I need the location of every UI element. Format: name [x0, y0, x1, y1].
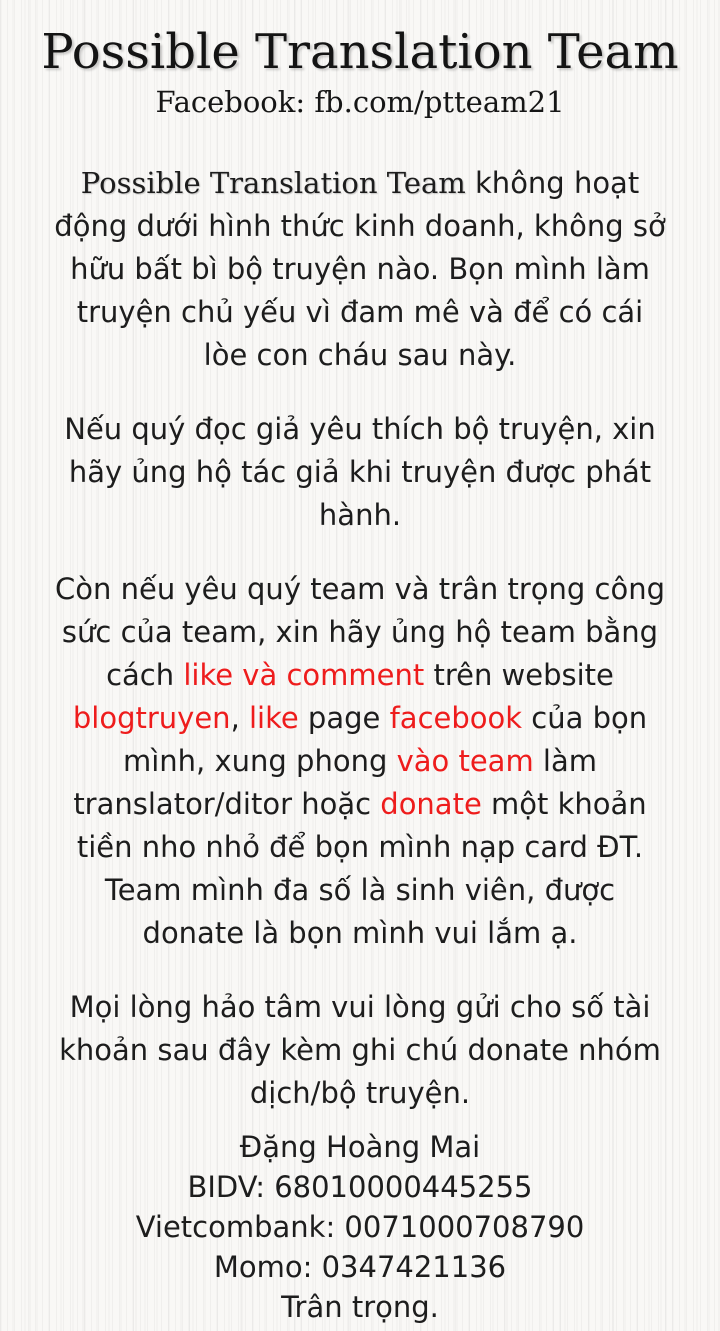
paragraph-about-team: [51, 162, 669, 377]
closing-line: Trân trọng.: [281, 1290, 439, 1324]
body-paragraphs: [0, 162, 720, 1115]
account-holder-name: Đặng Hoàng Mai: [239, 1130, 481, 1164]
highlighted-text: like và comment: [183, 658, 425, 692]
bidv-account-line: BIDV: 68010000445255: [187, 1170, 533, 1204]
text-segment: ,: [230, 701, 249, 735]
facebook-link-text: Facebook: fb.com/ptteam21: [155, 85, 565, 119]
text-segment: trên website: [424, 658, 614, 692]
text-segment: Còn nếu yêu quý team và trân trọng công sức của team, xin hãy ủng hộ team bằng cách: [55, 572, 665, 692]
highlighted-text: blogtruyen: [72, 701, 231, 735]
page-title: Possible Translation Team: [41, 24, 679, 80]
text-segment: Mọi lòng hảo tâm vui lòng gửi cho số tài khoản sau đây kèm ghi chú donate nhóm dịch/bộ truyện.: [59, 990, 661, 1110]
text-segment: một khoản tiền nho nhỏ để bọn mình nạp card ĐT. Team mình đa số là sinh viên, được donate là bọn mình vui lắm ạ.: [76, 787, 647, 950]
text-segment: page: [298, 701, 390, 735]
paragraph-donation-request: [51, 986, 669, 1115]
text-segment: làm translator/ditor hoặc: [73, 744, 598, 821]
text-segment: Nếu quý đọc giả yêu thích bộ truyện, xin hãy ủng hộ tác giả khi truyện được phát hành.: [64, 412, 656, 532]
highlighted-text: donate: [380, 787, 482, 821]
text-segment: của bọn mình, xung phong: [122, 701, 648, 778]
donation-account-info: [0, 1127, 720, 1327]
momo-account-line: Momo: 0347421136: [213, 1250, 507, 1284]
text-segment: Possible Translation Team: [80, 166, 466, 200]
paragraph-support-team: [51, 568, 669, 955]
text-segment: không hoạt động dưới hình thức kinh doanh, không sở hữu bất bì bộ truyện nào. Bọn mình làm truyện chủ yếu vì đam mê và để có cái lòe con cháu sau này.: [54, 166, 666, 372]
highlighted-text: vào team: [396, 744, 534, 778]
vietcombank-account-line: Vietcombank: 0071000708790: [135, 1210, 585, 1244]
highlighted-text: like: [249, 701, 299, 735]
paragraph-support-author: [51, 408, 669, 537]
highlighted-text: facebook: [389, 701, 523, 735]
